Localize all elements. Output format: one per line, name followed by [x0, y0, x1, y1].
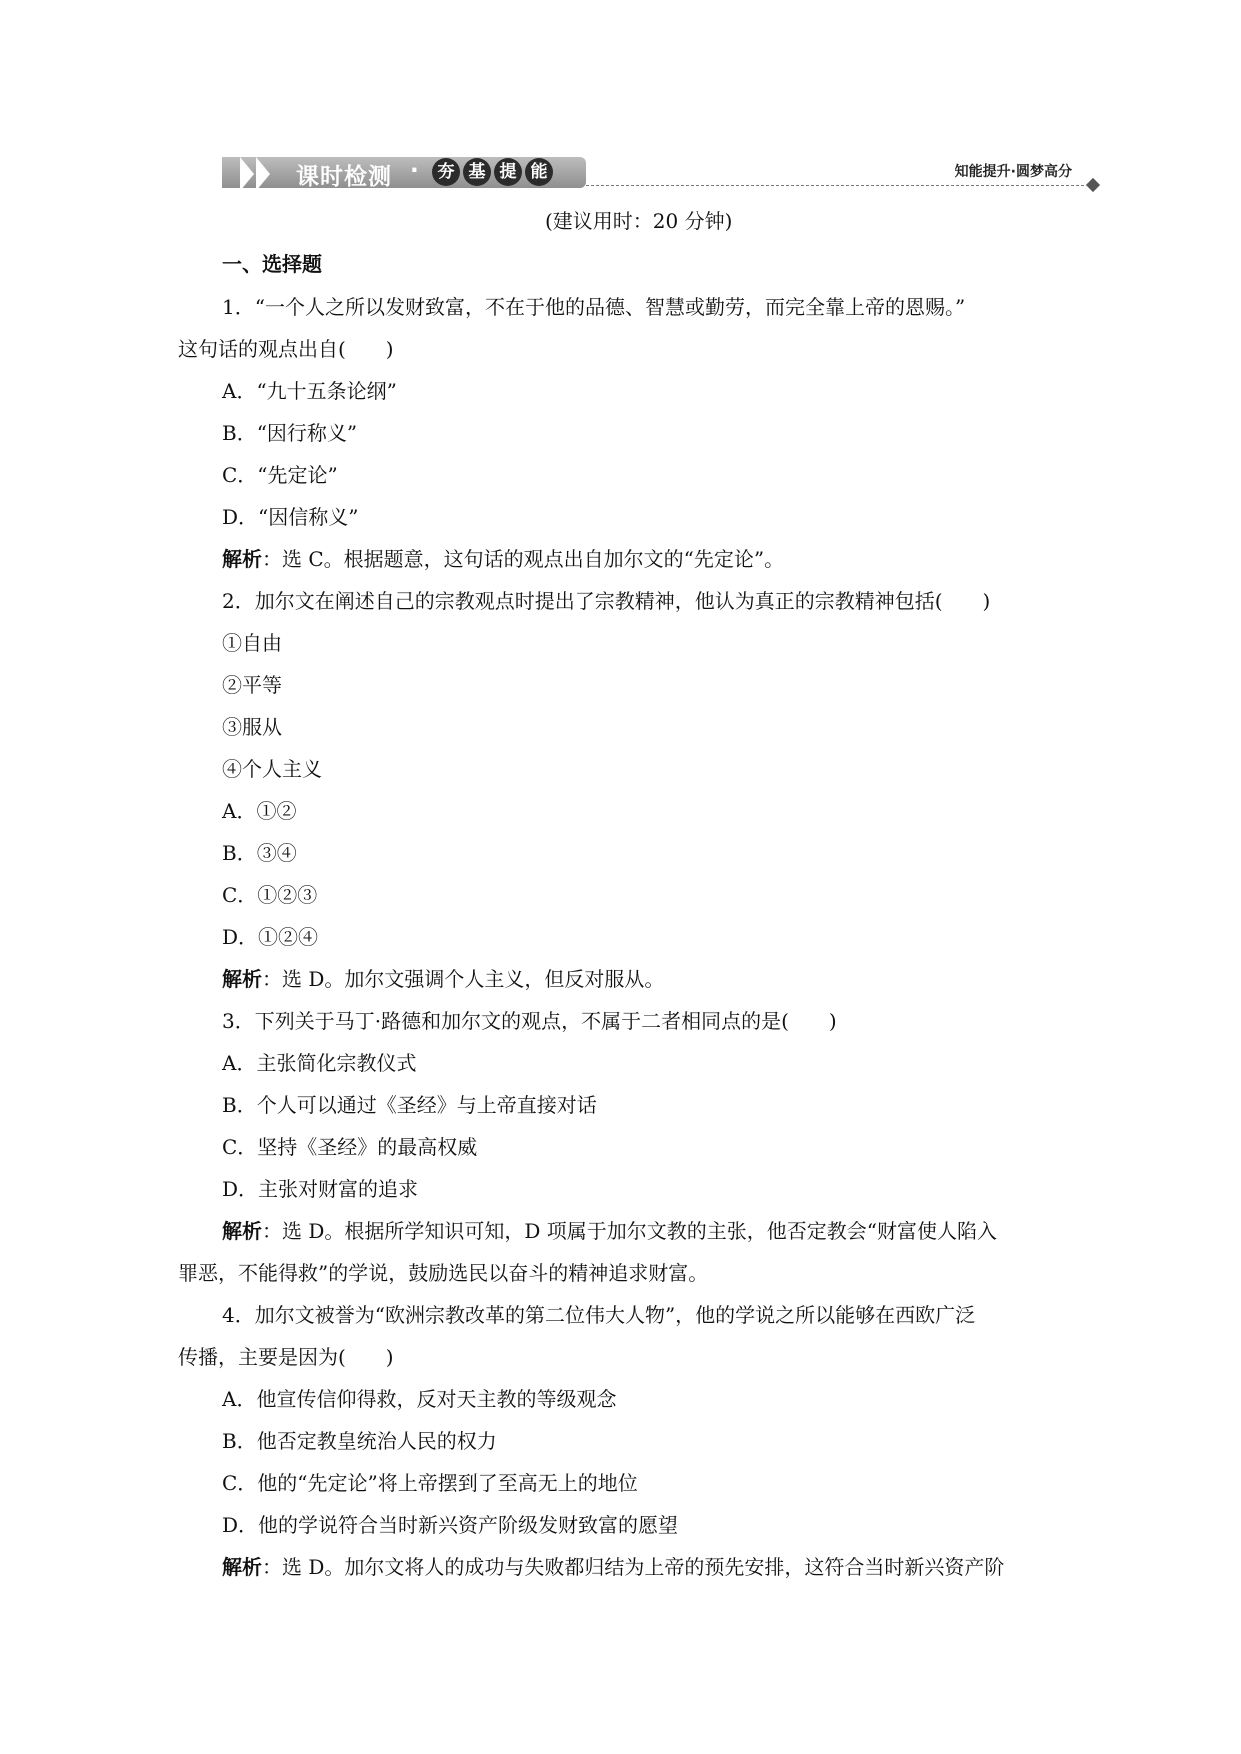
q3-stem: 3．下列关于马丁·路德和加尔文的观点，不属于二者相同点的是( )	[222, 1009, 837, 1033]
answer-text: ：选 D。加尔文将人的成功与失败都归结为上帝的预先安排，这符合当时新兴资产阶	[262, 1555, 1005, 1579]
q3-answer-line1	[222, 1218, 997, 1244]
header-banner	[222, 157, 586, 188]
badge: 夯	[432, 158, 460, 186]
q4-option-b: B．他否定教皇统治人民的权力	[222, 1429, 497, 1453]
q2-item-4: ④个人主义	[222, 757, 322, 781]
time-suggestion: (建议用时：20 分钟)	[545, 209, 733, 233]
q4-option-d: D．他的学说符合当时新兴资产阶级发财致富的愿望	[222, 1513, 679, 1537]
answer-label: 解析	[222, 1555, 262, 1579]
q3-option-b: B．个人可以通过《圣经》与上帝直接对话	[222, 1093, 597, 1117]
q3-answer-line2: 罪恶，不能得救”的学说，鼓励选民以奋斗的精神追求财富。	[178, 1261, 709, 1285]
q4-option-c: C．他的“先定论”将上帝摆到了至高无上的地位	[222, 1471, 638, 1495]
q3-option-d: D．主张对财富的追求	[222, 1177, 419, 1201]
q4-answer	[222, 1554, 1004, 1580]
q3-option-c: C．坚持《圣经》的最高权威	[222, 1135, 478, 1159]
q2-item-3: ③服从	[222, 715, 282, 739]
answer-text: ：选 D。加尔文强调个人主义，但反对服从。	[262, 967, 665, 991]
badge: 提	[494, 158, 522, 186]
badge: 基	[463, 158, 491, 186]
answer-text: ：选 D。根据所学知识可知，D 项属于加尔文教的主张，他否定教会“财富使人陷入	[262, 1219, 998, 1243]
q2-stem: 2．加尔文在阐述自己的宗教观点时提出了宗教精神，他认为真正的宗教精神包括( )	[222, 589, 991, 613]
q4-stem-line2: 传播，主要是因为( )	[178, 1345, 394, 1369]
section-title: 一、选择题	[222, 252, 322, 276]
answer-label: 解析	[222, 547, 262, 571]
answer-label: 解析	[222, 1219, 262, 1243]
q1-stem-line2: 这句话的观点出自( )	[178, 337, 394, 361]
header-tagline: 知能提升·圆梦高分	[954, 164, 1072, 180]
q2-option-b: B．③④	[222, 841, 297, 865]
q4-option-a: A．他宣传信仰得救，反对天主教的等级观念	[222, 1387, 617, 1411]
diamond-icon	[1086, 178, 1100, 192]
answer-text: ：选 C。根据题意，这句话的观点出自加尔文的“先定论”。	[262, 547, 785, 571]
q2-answer	[222, 966, 664, 992]
q1-stem-line1: 1．“一个人之所以发财致富，不在于他的品德、智慧或勤劳，而完全靠上帝的恩赐。”	[222, 295, 966, 319]
header-dashed-rule	[586, 185, 1084, 186]
answer-label: 解析	[222, 967, 262, 991]
chevron-right-icon	[256, 157, 270, 191]
q1-option-d: D．“因信称义”	[222, 505, 359, 529]
banner-separator: ·	[410, 158, 419, 184]
chevron-right-icon	[240, 157, 254, 191]
badge-group	[432, 158, 553, 186]
q1-option-c: C．“先定论”	[222, 463, 338, 487]
q2-option-d: D．①②④	[222, 925, 319, 949]
q1-option-a: A．“九十五条论纲”	[222, 379, 397, 403]
banner-title: 课时检测	[296, 164, 392, 190]
q3-option-a: A．主张简化宗教仪式	[222, 1051, 417, 1075]
q2-item-2: ②平等	[222, 673, 282, 697]
q4-stem-line1: 4．加尔文被誉为“欧洲宗教改革的第二位伟大人物”，他的学说之所以能够在西欧广泛	[222, 1303, 976, 1327]
q2-item-1: ①自由	[222, 631, 282, 655]
q2-option-a: A．①②	[222, 799, 297, 823]
q1-answer	[222, 546, 784, 572]
q1-option-b: B．“因行称义”	[222, 421, 358, 445]
section-header	[222, 155, 1098, 191]
q2-option-c: C．①②③	[222, 883, 318, 907]
badge: 能	[525, 158, 553, 186]
